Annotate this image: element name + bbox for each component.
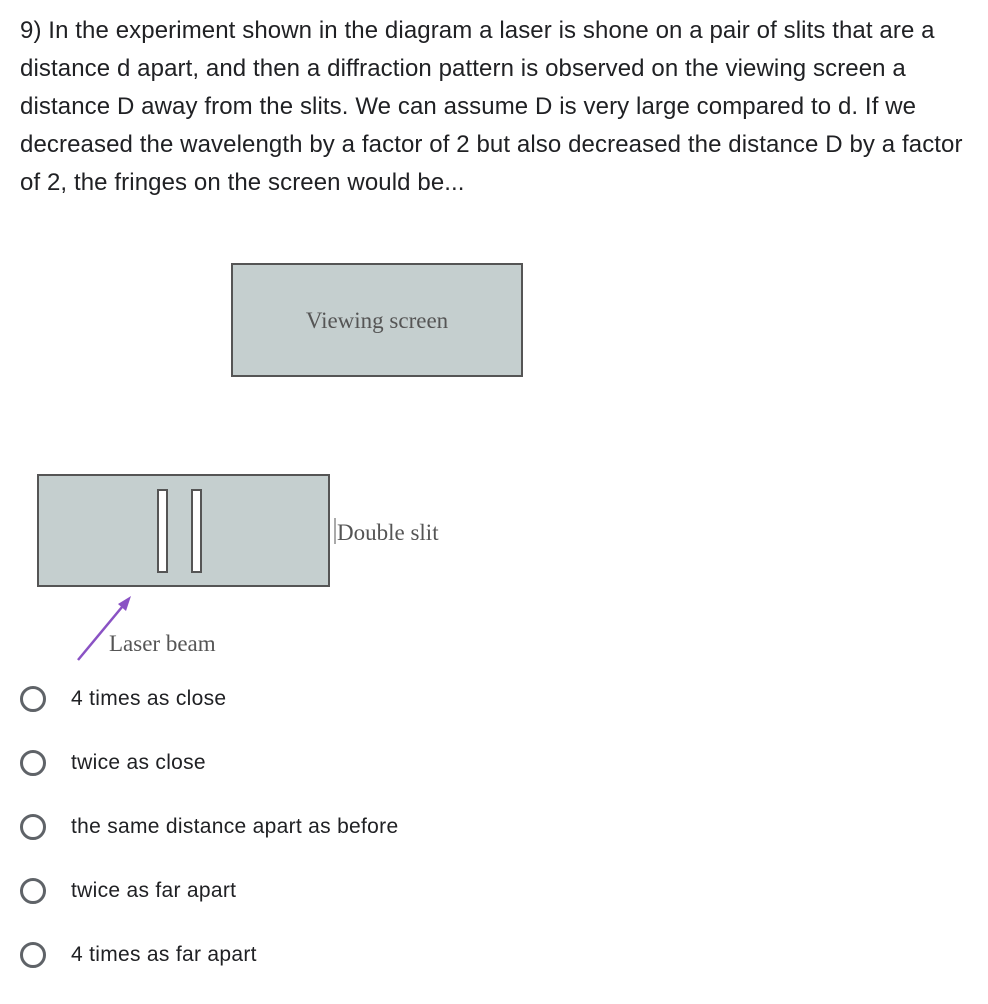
option-4-times-as-far[interactable] — [20, 923, 398, 987]
question-text: 9) In the experiment shown in the diagram a laser is shone on a pair of slits that are a distance d apart, and then a diffraction pattern is observed on the viewing screen a distance D away from the slits. We can assume D is very large compared to d. If we decreased the wavelength by a factor of 2 but also decreased the distance D by a factor of 2, the fringes on the screen would be... — [20, 17, 963, 196]
option-label: the same distance apart as before — [71, 815, 399, 838]
radio-button[interactable] — [20, 878, 46, 904]
viewing-screen — [232, 264, 522, 376]
radio-button[interactable] — [20, 814, 46, 840]
option-twice-as-close[interactable] — [20, 731, 398, 795]
option-label: 4 times as close — [71, 687, 227, 710]
double-slit-panel — [38, 475, 329, 586]
option-same-distance[interactable] — [20, 795, 398, 859]
slit-left — [158, 490, 167, 572]
option-label: twice as far apart — [71, 879, 237, 902]
option-4-times-as-close[interactable] — [20, 667, 398, 731]
radio-button[interactable] — [20, 686, 46, 712]
option-twice-as-far[interactable] — [20, 859, 398, 923]
radio-button[interactable] — [20, 942, 46, 968]
radio-button[interactable] — [20, 750, 46, 776]
viewing-screen-label: Viewing screen — [305, 308, 449, 333]
answer-options — [20, 667, 398, 987]
option-label: 4 times as far apart — [71, 943, 257, 966]
slit-right — [192, 490, 201, 572]
double-slit-label: Double slit — [337, 520, 439, 545]
option-label: twice as close — [71, 751, 206, 774]
laser-beam-label: Laser beam — [109, 631, 216, 656]
